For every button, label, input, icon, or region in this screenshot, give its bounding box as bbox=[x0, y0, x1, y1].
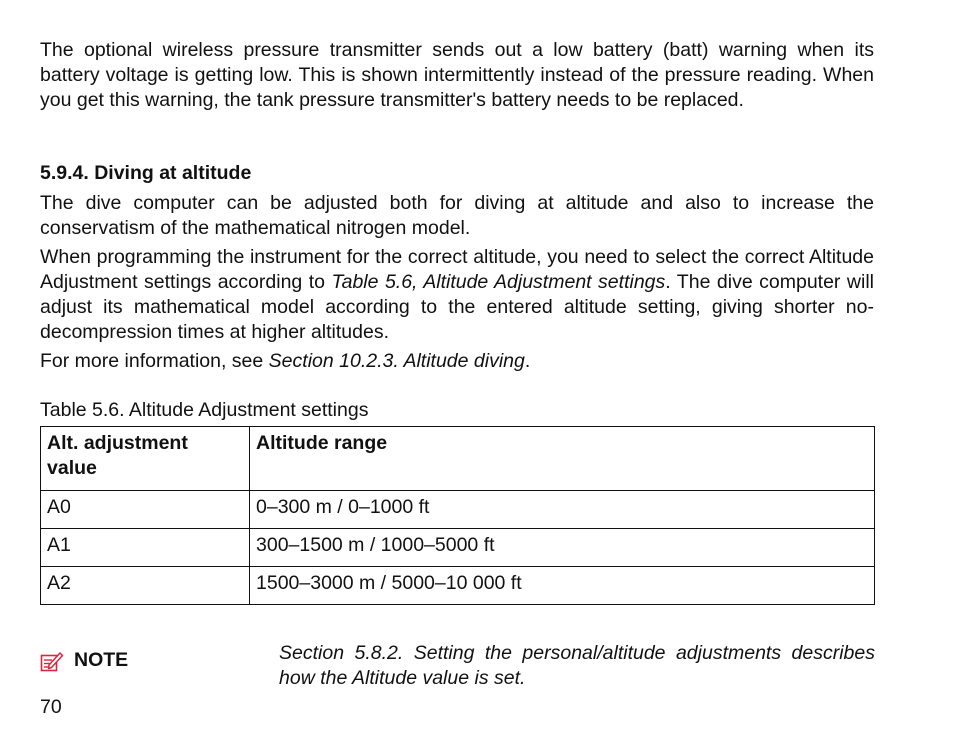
table-cell: A2 bbox=[41, 567, 250, 605]
para3-text-end: . bbox=[524, 350, 531, 372]
page-number: 70 bbox=[40, 696, 62, 718]
altitude-adjustment-table bbox=[40, 426, 875, 605]
table-row bbox=[41, 567, 875, 605]
table-header-cell: Altitude range bbox=[250, 427, 875, 491]
table-caption: Table 5.6. Altitude Adjustment settings bbox=[40, 399, 369, 421]
intro-paragraph: The optional wireless pressure transmitter sends out a low battery (batt) warning when its battery voltage is getting low. This is shown intermittently instead of the pressure reading. When you get this warning, the tank pressure transmitter's battery needs to be replaced. bbox=[40, 39, 874, 111]
section-paragraph-3 bbox=[40, 349, 874, 374]
note-pencil-icon bbox=[40, 650, 64, 672]
section-heading: 5.9.4. Diving at altitude bbox=[40, 162, 252, 184]
para2-text-end: . The dive computer will adjust its mathematical model according to the entered altitude setting, giving shorter no-decompression times at higher altitudes. bbox=[40, 271, 874, 343]
table-cell: A1 bbox=[41, 529, 250, 567]
note-text: Section 5.8.2. Setting the personal/altitude adjustments describes how the Altitude value is set. bbox=[279, 642, 875, 689]
para3-text: For more information, see bbox=[40, 350, 269, 372]
note-label-text: NOTE bbox=[74, 649, 129, 671]
table-cell: 300–1500 m / 1000–5000 ft bbox=[250, 529, 875, 567]
section-paragraph-1: The dive computer can be adjusted both for diving at altitude and also to increase the conservatism of the mathematical nitrogen model. bbox=[40, 192, 874, 239]
table-cell: 0–300 m / 0–1000 ft bbox=[250, 491, 875, 529]
table-header-row bbox=[41, 427, 875, 491]
para2-text: When programming the instrument for the correct altitude, you need to select the correct Altitude Adjustment settings according to bbox=[40, 246, 874, 293]
table-reference-link: Table 5.6, Altitude Adjustment settings bbox=[331, 271, 666, 293]
section-reference: Section 10.2.3. Altitude diving bbox=[268, 350, 525, 372]
table-cell: 1500–3000 m / 5000–10 000 ft bbox=[250, 567, 875, 605]
table-cell: A0 bbox=[41, 491, 250, 529]
table-row bbox=[41, 529, 875, 567]
table-row bbox=[41, 491, 875, 529]
table-header-cell: Alt. adjustment value bbox=[41, 427, 250, 491]
section-paragraph-2 bbox=[40, 245, 874, 345]
note-label bbox=[40, 648, 128, 673]
